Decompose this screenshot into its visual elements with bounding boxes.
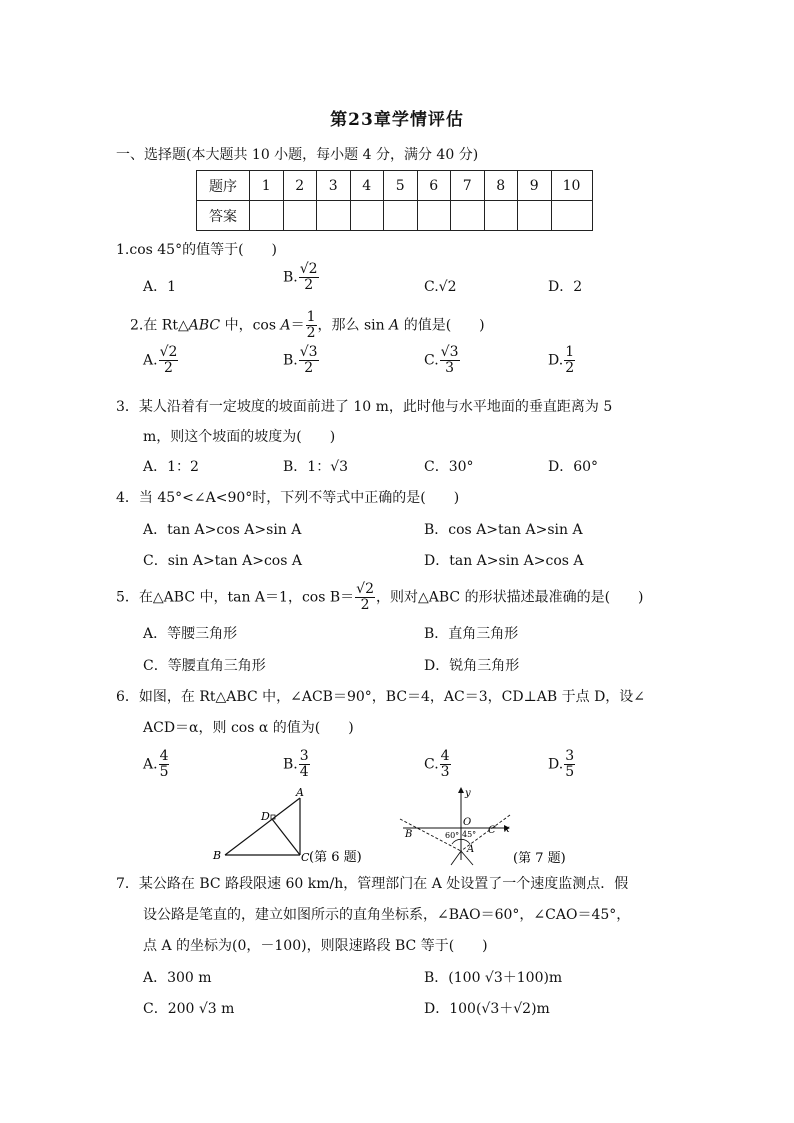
fraction-numerator: √2: [356, 581, 374, 597]
fraction-numerator: 4: [440, 748, 450, 764]
q2-option-c: [424, 345, 461, 376]
fraction-denominator: 2: [304, 277, 314, 293]
fraction-numerator: √2: [299, 261, 318, 277]
fraction: [440, 345, 460, 376]
section-heading: 一、选择题(本大题共 10 小题，每小题 4 分，满分 40 分): [116, 147, 479, 163]
fraction-denominator: 5: [565, 764, 575, 780]
q2-option-d: [548, 345, 576, 376]
q5-stem-post: ，则对△ABC 的形状描述最准确的是( ): [375, 589, 644, 606]
fraction-numerator: 3: [299, 748, 309, 764]
fraction-numerator: 1: [306, 309, 316, 325]
q2-stem-a2: A: [389, 317, 400, 334]
q5-option-a: A．等腰三角形: [143, 626, 238, 642]
fig7-angle-60: 60°: [445, 831, 460, 840]
option-prefix: B.: [283, 756, 298, 773]
question-4-stem: 4．当 45°<∠A<90°时，下列不等式中正确的是( ): [116, 490, 460, 506]
fig7-label-o: O: [463, 817, 472, 828]
question-7-line3: 点 A 的坐标为(0，－100)，则限速路段 BC 等于( ): [143, 938, 488, 954]
table-cell: 5: [384, 171, 418, 201]
table-cell: 9: [518, 171, 552, 201]
question-2-stem: [130, 310, 485, 341]
fraction-numerator: 4: [159, 748, 169, 764]
table-cell: 2: [283, 171, 317, 201]
fig6-altitude-cd: [272, 819, 300, 855]
question-7-line1: 7．某公路在 BC 路段限速 60 km/h，管理部门在 A 处设置了一个速度监测点．假: [116, 876, 629, 892]
table-cell: 3: [317, 171, 351, 201]
answer-cell[interactable]: [551, 201, 592, 231]
option-prefix: B.: [283, 269, 298, 286]
q2-stem-abc: ABC: [188, 317, 221, 334]
fig7-caption: (第 7 题): [513, 851, 566, 866]
q2-stem-eq: ＝: [290, 317, 305, 334]
fraction-denominator: 2: [164, 360, 173, 376]
fraction: [306, 310, 317, 341]
q6-option-d: [548, 749, 576, 780]
figure-7: [395, 785, 585, 867]
fraction-numerator: √2: [159, 344, 178, 360]
fig7-ext-a: [451, 851, 461, 865]
fig6-label-c: C: [301, 851, 310, 864]
answer-cell[interactable]: [518, 201, 552, 231]
q5-stem-pre: 5．在△ABC 中，tan A＝1，cos B＝: [116, 589, 355, 606]
question-3-line2: m，则这个坡面的坡度为( ): [143, 429, 336, 445]
fraction: [564, 749, 575, 780]
q3-option-a: A．1：2: [143, 459, 199, 475]
option-prefix: C.: [424, 756, 439, 773]
q7-option-c: C．200 √3 m: [143, 1001, 235, 1017]
fraction-denominator: 2: [306, 325, 316, 341]
fig6-caption: (第 6 题): [309, 850, 362, 865]
answer-cell[interactable]: [451, 201, 485, 231]
option-prefix: C.: [424, 352, 439, 369]
table-cell: 8: [484, 171, 518, 201]
fig7-label-c: C: [488, 825, 496, 836]
question-6-line1: 6．如图，在 Rt△ABC 中，∠ACB＝90°，BC＝4，AC＝3，CD⊥AB 于点 D，设∠: [116, 689, 646, 705]
fraction-denominator: 3: [440, 764, 450, 780]
table-cell: 4: [350, 171, 384, 201]
fraction: [299, 749, 310, 780]
q2-stem-post: ，那么 sin: [317, 317, 390, 334]
q4-option-c: C．sin A>tan A>cos A: [143, 553, 302, 569]
q1-option-b: [283, 262, 320, 293]
q2-stem-mid: 中，cos: [220, 317, 281, 334]
answer-cell[interactable]: [484, 201, 518, 231]
table-header-cell: 答案: [197, 201, 250, 231]
q3-option-d: D．60°: [548, 459, 599, 475]
q7-option-b: B．(100 √3＋100)m: [424, 970, 563, 986]
table-cell: 1: [250, 171, 284, 201]
q4-option-a: A．tan A>cos A>sin A: [143, 522, 302, 538]
table-cell: 7: [451, 171, 485, 201]
q2-stem-pre: 2.在 Rt△: [130, 317, 189, 334]
option-prefix: B.: [283, 352, 298, 369]
fraction-numerator: √3: [299, 344, 318, 360]
fraction: [299, 262, 319, 293]
option-prefix: A.: [143, 756, 158, 773]
option-prefix: D.: [548, 352, 564, 369]
q7-option-d: D．100(√3＋√2)m: [424, 1001, 550, 1017]
answer-table: [196, 170, 593, 231]
fig7-label-y: y: [465, 788, 471, 799]
fraction: [159, 345, 179, 376]
fraction-denominator: 5: [159, 764, 169, 780]
fraction: [440, 749, 451, 780]
fraction-denominator: 4: [299, 764, 309, 780]
figure-6: [205, 783, 375, 868]
table-cell: 6: [417, 171, 451, 201]
fraction-denominator: 3: [445, 360, 455, 376]
q6-option-b: [283, 749, 311, 780]
table-header-cell: 题序: [197, 171, 250, 201]
q2-stem-a: A: [280, 317, 291, 334]
q1-option-d: D．2: [548, 279, 583, 295]
fig7-label-a: A: [467, 844, 475, 855]
answer-cell[interactable]: [317, 201, 351, 231]
q2-option-a: [143, 345, 179, 376]
question-6-line2: ACD＝α，则 cos α 的值为( ): [143, 720, 354, 736]
q4-option-b: B．cos A>tan A>sin A: [424, 522, 583, 538]
q5-option-d: D．锐角三角形: [424, 658, 520, 674]
option-prefix: D.: [548, 756, 564, 773]
question-1-stem: 1.cos 45°的值等于( ): [116, 242, 277, 258]
fraction-numerator: 3: [565, 748, 575, 764]
option-prefix: A.: [143, 352, 158, 369]
table-cell: 10: [551, 171, 592, 201]
question-3-line1: 3．某人沿着有一定坡度的坡面前进了 10 m，此时他与水平地面的垂直距离为 5: [116, 399, 613, 415]
fig7-y-arrow: [458, 787, 464, 793]
q1-option-c: C.√2: [424, 279, 457, 295]
q6-option-c: [424, 749, 452, 780]
fraction: [355, 582, 375, 613]
table-row: [197, 171, 593, 201]
fraction: [564, 345, 575, 376]
q2-option-b: [283, 345, 320, 376]
fig7-angle-45: 45°: [462, 830, 477, 839]
q6-option-a: [143, 749, 170, 780]
fig7-label-x: x: [504, 824, 510, 835]
question-7-line2: 设公路是笔直的，建立如图所示的直角坐标系，∠BAO＝60°，∠CAO＝45°，: [143, 907, 631, 923]
q2-stem-end: 的值是( ): [399, 317, 485, 334]
q3-option-b: B．1：√3: [283, 459, 349, 475]
question-5-stem: [116, 582, 644, 613]
q1-option-a: A．1: [143, 279, 177, 295]
fraction-denominator: 2: [304, 360, 314, 376]
answer-cell[interactable]: [250, 201, 284, 231]
answer-cell[interactable]: [384, 201, 418, 231]
fraction: [159, 749, 170, 780]
fig6-label-a: A: [296, 786, 304, 799]
q7-option-a: A．300 m: [143, 970, 212, 986]
answer-cell[interactable]: [350, 201, 384, 231]
q4-option-d: D．tan A>sin A>cos A: [424, 553, 584, 569]
fraction: [299, 345, 319, 376]
table-row: [197, 201, 593, 231]
q5-option-c: C．等腰直角三角形: [143, 658, 266, 674]
fig6-label-b: B: [213, 849, 222, 862]
q5-option-b: B．直角三角形: [424, 626, 519, 642]
fraction-numerator: √3: [440, 344, 459, 360]
fig7-label-b: B: [405, 829, 413, 840]
q3-option-c: C．30°: [424, 459, 474, 475]
fraction-denominator: 2: [565, 360, 575, 376]
answer-cell[interactable]: [283, 201, 317, 231]
fraction-denominator: 2: [360, 597, 370, 613]
fraction-numerator: 1: [565, 344, 575, 360]
fig6-side-ab: [225, 798, 300, 855]
fig6-label-d: D: [261, 810, 270, 823]
page-title: 第23章学情评估: [330, 110, 464, 130]
answer-cell[interactable]: [417, 201, 451, 231]
